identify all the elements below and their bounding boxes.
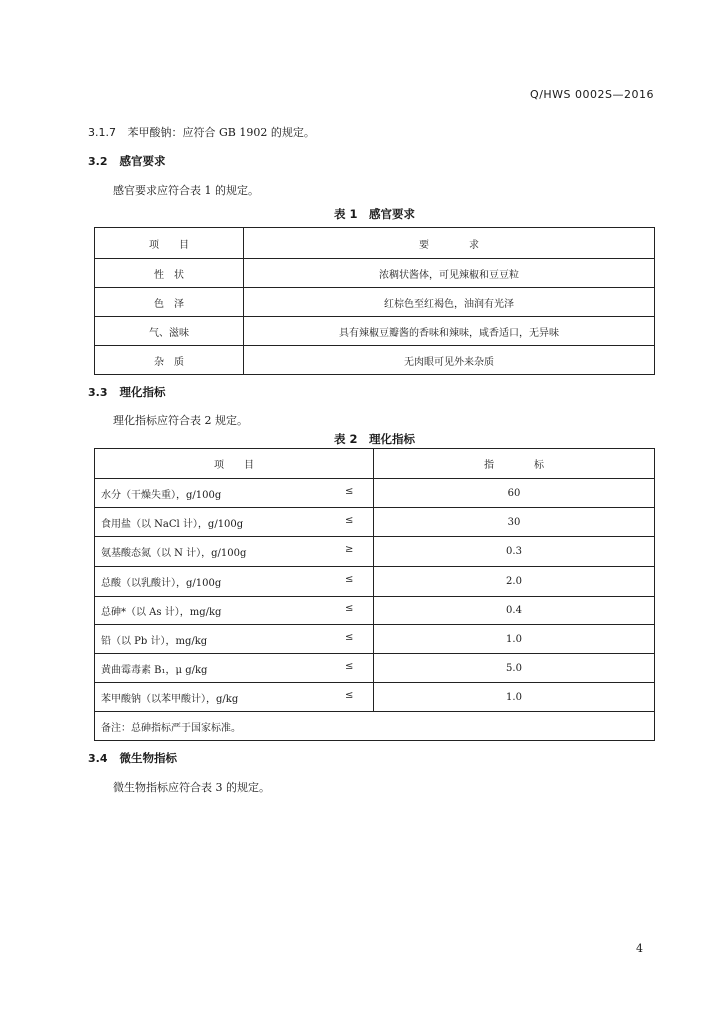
item-label: 总酸（以乳酸计），g/100g [101,578,222,589]
row-requirement: 具有辣椒豆瓣酱的香味和辣味，咸香适口，无异味 [244,317,655,346]
table-1-caption: 表 1 感官要求 [333,207,415,221]
table-row [95,479,655,508]
table-2-physicochemical [94,448,655,741]
comparison-symbol: ≤ [345,689,354,701]
row-item: 气、滋味 [95,317,244,346]
clause-text: 苯甲酸钠：应符合 GB 1902 的规定。 [127,126,315,139]
header-requirement: 要 求 [244,228,655,259]
clause-3-1-7 [88,124,315,140]
item-label: 氨基酸态氮（以 N 计），g/100g [101,548,247,559]
table-row [95,317,655,346]
section-title: 理化指标 [119,385,166,399]
item-label: 水分（干燥失重），g/100g [101,489,222,501]
table-note-row [95,712,655,741]
item-label: 黄曲霉毒素 B₁，μ g/kg [101,664,208,676]
row-item [95,567,374,597]
row-item [95,479,374,508]
table-row [95,567,655,597]
section-number: 3.4 [88,752,108,765]
section-3-2-paragraph: 感官要求应符合表 1 的规定。 [113,184,259,197]
row-value: 1.0 [374,625,655,654]
item-label: 食用盐（以 NaCl 计），g/100g [101,518,244,530]
table-note: 备注：总砷指标严于国家标准。 [95,712,655,741]
comparison-symbol: ≤ [345,631,354,643]
table-row [95,597,655,625]
item-label: 苯甲酸钠（以苯甲酸计），g/kg [101,693,239,705]
row-item [95,597,374,625]
comparison-symbol: ≤ [345,514,354,526]
row-value: 0.3 [374,537,655,567]
item-label: 总砷*（以 As 计），mg/kg [101,607,222,618]
section-number: 3.2 [88,155,108,168]
comparison-symbol: ≥ [345,544,354,555]
table-row [95,288,655,317]
header-item: 项 目 [95,449,374,479]
section-3-3-paragraph: 理化指标应符合表 2 规定。 [113,414,248,427]
section-3-4-paragraph: 微生物指标应符合表 3 的规定。 [113,781,270,794]
row-item [95,654,374,683]
item-label: 铅（以 Pb 计），mg/kg [101,635,208,647]
row-value: 2.0 [374,567,655,597]
section-number: 3.3 [88,386,108,399]
row-item [95,537,374,567]
table-row [95,625,655,654]
table-row [95,259,655,288]
row-requirement: 无肉眼可见外来杂质 [244,346,655,375]
comparison-symbol: ≤ [345,574,354,585]
section-title: 感官要求 [119,154,166,168]
section-3-2-heading [88,153,166,169]
standard-code: Q/HWS 0002S—2016 [530,88,654,101]
table-row [95,508,655,537]
row-value: 1.0 [374,683,655,712]
page-number: 4 [636,942,643,955]
row-item: 性 状 [95,259,244,288]
section-3-4-heading [88,750,177,766]
comparison-symbol: ≤ [345,660,354,672]
row-value: 60 [374,479,655,508]
table-row [95,654,655,683]
clause-number: 3.1.7 [88,126,116,139]
table-row [95,537,655,567]
table-row [95,683,655,712]
row-requirement: 浓稠状酱体，可见辣椒和豆豆粒 [244,259,655,288]
row-value: 0.4 [374,597,655,625]
row-value: 30 [374,508,655,537]
row-item [95,508,374,537]
table-2-caption: 表 2 理化指标 [333,432,415,446]
table-1-sensory [94,227,655,375]
row-item: 色 泽 [95,288,244,317]
row-value: 5.0 [374,654,655,683]
table-row [95,346,655,375]
row-item [95,683,374,712]
table-header-row [95,228,655,259]
row-requirement: 红棕色至红褐色，油润有光泽 [244,288,655,317]
row-item: 杂 质 [95,346,244,375]
table-header-row [95,449,655,479]
header-item: 项 目 [95,228,244,259]
row-item [95,625,374,654]
comparison-symbol: ≤ [345,603,354,614]
section-3-3-heading [88,384,166,400]
comparison-symbol: ≤ [345,485,354,497]
section-title: 微生物指标 [119,751,178,765]
header-indicator: 指 标 [374,449,655,479]
